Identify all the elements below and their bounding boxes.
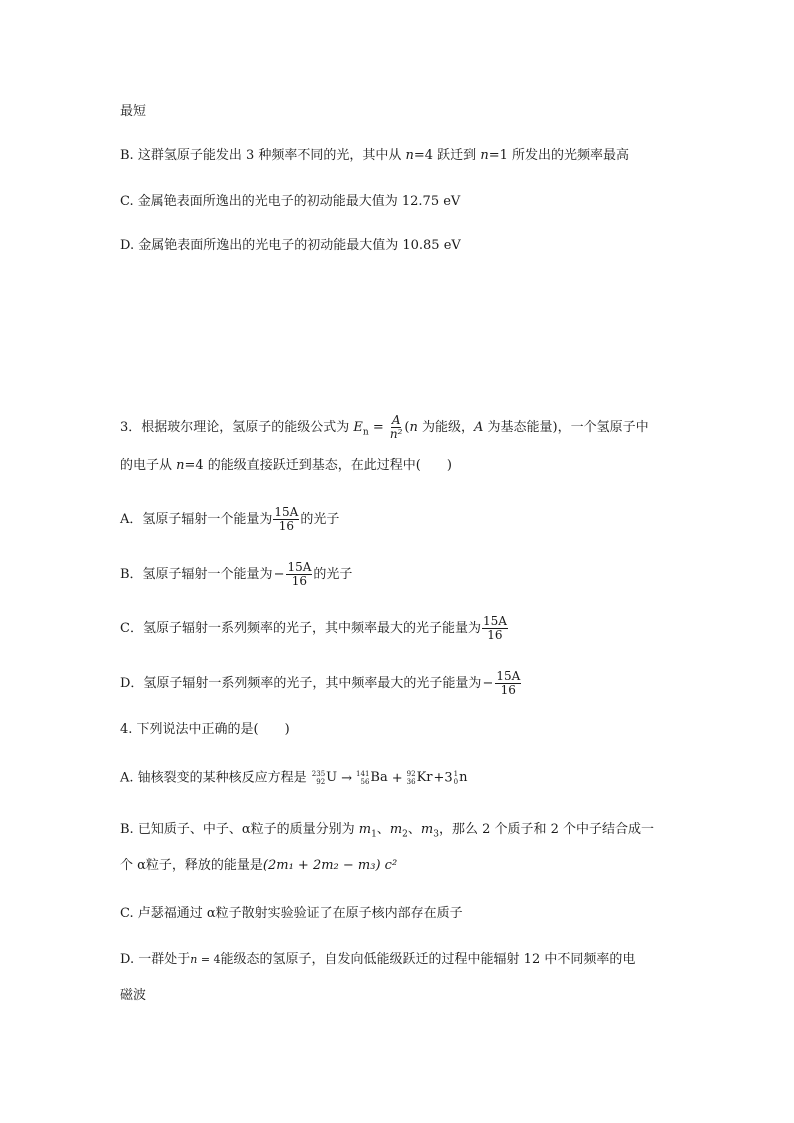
mass-number: 235 — [311, 770, 326, 778]
formula-eq: = — [368, 420, 388, 435]
option-text: =1 所发出的光频率最高 — [488, 148, 629, 163]
frac-den: 16 — [500, 683, 516, 697]
var-n: n — [190, 953, 198, 966]
charge-number: 36 — [406, 778, 416, 786]
mass-number: 1 — [453, 770, 459, 778]
var-n: n — [480, 148, 489, 163]
stem-text: 为基态能量)，一个氢原子中 — [483, 420, 649, 435]
frac-num: 15A — [274, 505, 299, 519]
fraction — [482, 615, 508, 642]
minus-sign: − — [273, 567, 285, 582]
q3-option-a — [120, 506, 339, 533]
option-text: D．氢原子辐射一系列频率的光子，其中频率最大的光子能量为 — [120, 676, 482, 691]
separator: 、 — [376, 822, 390, 837]
prev-option-b — [120, 146, 629, 166]
formula-fraction — [389, 414, 404, 441]
frac-den: 16 — [291, 574, 308, 588]
q4-stem — [120, 720, 290, 740]
var-m: m — [420, 822, 434, 837]
minus-sign: − — [482, 676, 494, 691]
separator: 、 — [407, 822, 421, 837]
option-text: 个 α粒子，释放的能量是 — [120, 858, 263, 873]
subscript: 3 — [433, 829, 439, 840]
nuclide-uranium — [312, 768, 337, 788]
option-text: 磁波 — [120, 988, 147, 1003]
var-m: m — [389, 822, 403, 837]
var-m: m — [358, 822, 372, 837]
fraction — [286, 561, 312, 588]
stem-text: ( — [404, 420, 410, 435]
option-text: D. 一群处于 — [120, 952, 191, 967]
subscript: 2 — [402, 829, 408, 840]
option-text: C. 金属铯表面所逸出的光电子的初动能最大值为 12.75 eV — [120, 194, 461, 209]
reaction-arrow: → — [341, 770, 353, 786]
option-text: D. 金属铯表面所逸出的光电子的初动能最大值为 10.85 eV — [120, 238, 461, 253]
prev-option-d — [120, 236, 461, 256]
nuclide-neutron — [454, 768, 468, 788]
energy-formula: (2m₁ + 2m₂ − m₃) c² — [262, 858, 398, 873]
option-text: C. 卢瑟福通过 α粒子散射实验验证了在原子核内部存在质子 — [120, 906, 463, 921]
frac-den: 16 — [487, 628, 503, 642]
option-text: A. 铀核裂变的某种核反应方程是 — [120, 770, 311, 786]
formula-sub: n — [362, 427, 369, 438]
q4-option-d-line2 — [120, 986, 146, 1006]
option-text: B．氢原子辐射一个能量为 — [120, 567, 273, 582]
charge-number: 92 — [316, 778, 326, 786]
option-text: C．氢原子辐射一系列频率的光子，其中频率最大的光子能量为 — [120, 621, 481, 636]
option-text: 的光子 — [300, 512, 340, 527]
frac-num: 15A — [482, 614, 507, 628]
element-symbol: Kr — [416, 770, 433, 785]
option-text: A．氢原子辐射一个能量为 — [120, 512, 273, 527]
nuclide-barium — [356, 768, 388, 788]
prev-option-c — [120, 192, 460, 212]
element-symbol: Ba — [370, 770, 388, 785]
fraction — [273, 506, 299, 533]
plus-sign: + — [391, 770, 403, 786]
option-text: =4 跃迁到 — [413, 148, 481, 163]
charge-number: 56 — [360, 778, 370, 786]
q4-option-b-line2 — [120, 856, 397, 876]
option-text: B. 这群氢原子能发出 3 种频率不同的光，其中从 — [120, 148, 406, 163]
q4-option-c — [120, 904, 463, 924]
q4-option-a — [120, 768, 469, 789]
q4-option-b-line1 — [120, 820, 654, 845]
subscript: 1 — [371, 829, 377, 840]
nuclide-krypton — [407, 768, 433, 788]
option-text: 的光子 — [313, 567, 353, 582]
stem-text: 的电子从 — [120, 458, 177, 473]
frac-den: 16 — [278, 519, 294, 533]
stem-text: 3．根据玻尔理论，氢原子的能级公式为 — [120, 420, 354, 435]
stem-text: =4 的能级直接跃迁到基态，在此过程中( ) — [184, 458, 452, 473]
frac-den: n² — [389, 427, 403, 441]
equals-four: = 4 — [197, 953, 221, 966]
mass-number: 92 — [406, 770, 416, 778]
stem-text: 为能级， — [417, 420, 475, 435]
option-text: 能级态的氢原子，自发向低能级跃迁的过程中能辐射 12 中不同频率的电 — [220, 952, 636, 967]
q4-option-d-line1 — [120, 950, 635, 970]
q3-stem-line1 — [120, 414, 649, 443]
formula-e: E — [353, 420, 363, 435]
q3-option-c — [120, 615, 509, 642]
q3-stem-line2 — [120, 456, 452, 476]
option-text: ，那么 2 个质子和 2 个中子结合成一 — [438, 822, 655, 837]
element-symbol: n — [459, 770, 468, 785]
mass-number: 141 — [356, 770, 370, 778]
var-n: n — [405, 148, 414, 163]
var-a: A — [474, 420, 484, 435]
option-text: B. 已知质子、中子、α粒子的质量分别为 — [120, 822, 359, 837]
q3-option-d — [120, 670, 522, 697]
frac-num: 15A — [287, 560, 312, 574]
text-fragment: 最短 — [120, 104, 147, 119]
element-symbol: U — [326, 770, 338, 785]
prev-question-line — [120, 102, 146, 122]
frac-num: A — [391, 413, 401, 427]
plus-coefficient: +3 — [433, 770, 453, 786]
var-n: n — [409, 420, 418, 435]
frac-num: 15A — [496, 669, 521, 683]
var-n: n — [176, 458, 185, 473]
fraction — [495, 670, 521, 697]
q3-option-b — [120, 561, 352, 588]
stem-text: 4. 下列说法中正确的是( ) — [120, 722, 290, 737]
charge-number: 0 — [453, 778, 459, 786]
